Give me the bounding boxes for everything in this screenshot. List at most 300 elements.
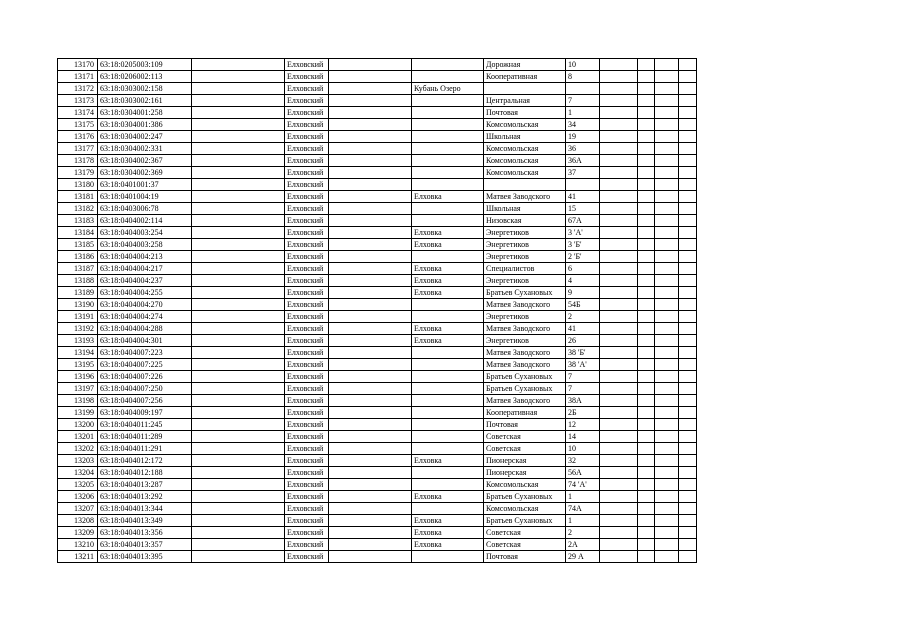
- settlement-cell: [412, 311, 484, 323]
- empty-cell: [192, 515, 285, 527]
- cadastral-number-cell: 63:18:0404002:114: [98, 215, 192, 227]
- street-cell: Кооперативная: [484, 407, 566, 419]
- district-cell: Елховский: [285, 371, 329, 383]
- street-cell: Комсомольская: [484, 143, 566, 155]
- street-cell: Братьев Сухановых: [484, 383, 566, 395]
- settlement-cell: Елховка: [412, 527, 484, 539]
- street-cell: Братьев Сухановых: [484, 515, 566, 527]
- empty-cell: [192, 311, 285, 323]
- empty-cell: [638, 131, 655, 143]
- house-number-cell: 9: [566, 287, 600, 299]
- empty-cell: [329, 335, 412, 347]
- empty-cell: [192, 59, 285, 71]
- empty-cell: [329, 467, 412, 479]
- empty-cell: [655, 467, 679, 479]
- street-cell: Дорожная: [484, 59, 566, 71]
- empty-cell: [655, 311, 679, 323]
- settlement-cell: Елховка: [412, 263, 484, 275]
- table-row: [58, 479, 697, 491]
- house-number-cell: 15: [566, 203, 600, 215]
- empty-cell: [600, 551, 638, 563]
- empty-cell: [638, 179, 655, 191]
- empty-cell: [600, 83, 638, 95]
- district-cell: Елховский: [285, 287, 329, 299]
- street-cell: Специалистов: [484, 263, 566, 275]
- settlement-cell: [412, 383, 484, 395]
- cadastral-number-cell: 63:18:0404004:301: [98, 335, 192, 347]
- empty-cell: [192, 95, 285, 107]
- data-table: [57, 58, 697, 563]
- table-row: [58, 359, 697, 371]
- empty-cell: [679, 119, 697, 131]
- empty-cell: [638, 239, 655, 251]
- district-cell: Елховский: [285, 539, 329, 551]
- cadastral-number-cell: 63:18:0303002:158: [98, 83, 192, 95]
- empty-cell: [600, 515, 638, 527]
- cadastral-number-cell: 63:18:0404003:254: [98, 227, 192, 239]
- empty-cell: [600, 203, 638, 215]
- empty-cell: [655, 359, 679, 371]
- district-cell: Елховский: [285, 515, 329, 527]
- empty-cell: [638, 551, 655, 563]
- district-cell: Елховский: [285, 551, 329, 563]
- street-cell: Матвея Заводского: [484, 395, 566, 407]
- empty-cell: [192, 455, 285, 467]
- settlement-cell: [412, 299, 484, 311]
- cadastral-number-cell: 63:18:0404004:237: [98, 275, 192, 287]
- empty-cell: [192, 539, 285, 551]
- empty-cell: [638, 251, 655, 263]
- street-cell: Энергетиков: [484, 251, 566, 263]
- table-row: [58, 239, 697, 251]
- table-row: [58, 455, 697, 467]
- empty-cell: [600, 527, 638, 539]
- district-cell: Елховский: [285, 467, 329, 479]
- house-number-cell: 1: [566, 491, 600, 503]
- row-number-cell: 13203: [58, 455, 98, 467]
- table-row: [58, 143, 697, 155]
- empty-cell: [655, 395, 679, 407]
- house-number-cell: 29 А: [566, 551, 600, 563]
- row-number-cell: 13186: [58, 251, 98, 263]
- table-row: [58, 323, 697, 335]
- empty-cell: [192, 323, 285, 335]
- empty-cell: [655, 455, 679, 467]
- empty-cell: [600, 107, 638, 119]
- cadastral-number-cell: 63:18:0304002:247: [98, 131, 192, 143]
- district-cell: Елховский: [285, 95, 329, 107]
- row-number-cell: 13187: [58, 263, 98, 275]
- empty-cell: [655, 179, 679, 191]
- district-cell: Елховский: [285, 347, 329, 359]
- district-cell: Елховский: [285, 59, 329, 71]
- empty-cell: [655, 407, 679, 419]
- empty-cell: [655, 227, 679, 239]
- cadastral-number-cell: 63:18:0404013:287: [98, 479, 192, 491]
- house-number-cell: 26: [566, 335, 600, 347]
- cadastral-number-cell: 63:18:0401001:37: [98, 179, 192, 191]
- district-cell: Елховский: [285, 191, 329, 203]
- empty-cell: [679, 299, 697, 311]
- table-row: [58, 107, 697, 119]
- row-number-cell: 13193: [58, 335, 98, 347]
- row-number-cell: 13199: [58, 407, 98, 419]
- cadastral-number-cell: 63:18:0404004:274: [98, 311, 192, 323]
- empty-cell: [192, 203, 285, 215]
- empty-cell: [329, 203, 412, 215]
- empty-cell: [638, 395, 655, 407]
- empty-cell: [600, 335, 638, 347]
- empty-cell: [638, 311, 655, 323]
- empty-cell: [600, 215, 638, 227]
- empty-cell: [638, 299, 655, 311]
- house-number-cell: 7: [566, 95, 600, 107]
- empty-cell: [600, 479, 638, 491]
- empty-cell: [679, 419, 697, 431]
- empty-cell: [329, 107, 412, 119]
- empty-cell: [600, 167, 638, 179]
- table-row: [58, 407, 697, 419]
- empty-cell: [600, 443, 638, 455]
- house-number-cell: 2А: [566, 539, 600, 551]
- cadastral-number-cell: 63:18:0404007:225: [98, 359, 192, 371]
- row-number-cell: 13207: [58, 503, 98, 515]
- empty-cell: [600, 287, 638, 299]
- empty-cell: [655, 503, 679, 515]
- cadastral-number-cell: 63:18:0404007:256: [98, 395, 192, 407]
- cadastral-number-cell: 63:18:0404007:226: [98, 371, 192, 383]
- table-row: [58, 263, 697, 275]
- street-cell: Комсомольская: [484, 167, 566, 179]
- empty-cell: [638, 359, 655, 371]
- empty-cell: [679, 503, 697, 515]
- cadastral-number-cell: 63:18:0206002:113: [98, 71, 192, 83]
- empty-cell: [679, 131, 697, 143]
- empty-cell: [600, 311, 638, 323]
- empty-cell: [679, 431, 697, 443]
- empty-cell: [192, 227, 285, 239]
- empty-cell: [329, 299, 412, 311]
- house-number-cell: 1: [566, 107, 600, 119]
- table-row: [58, 299, 697, 311]
- empty-cell: [679, 323, 697, 335]
- empty-cell: [600, 431, 638, 443]
- empty-cell: [329, 83, 412, 95]
- empty-cell: [329, 419, 412, 431]
- table-row: [58, 527, 697, 539]
- empty-cell: [192, 83, 285, 95]
- district-cell: Елховский: [285, 203, 329, 215]
- settlement-cell: [412, 251, 484, 263]
- house-number-cell: 6: [566, 263, 600, 275]
- house-number-cell: 2: [566, 527, 600, 539]
- cadastral-number-cell: 63:18:0404012:188: [98, 467, 192, 479]
- empty-cell: [329, 359, 412, 371]
- row-number-cell: 13171: [58, 71, 98, 83]
- empty-cell: [329, 551, 412, 563]
- empty-cell: [192, 383, 285, 395]
- row-number-cell: 13178: [58, 155, 98, 167]
- street-cell: [484, 179, 566, 191]
- cadastral-number-cell: 63:18:0404003:258: [98, 239, 192, 251]
- empty-cell: [600, 407, 638, 419]
- settlement-cell: [412, 71, 484, 83]
- empty-cell: [600, 239, 638, 251]
- cadastral-number-cell: 63:18:0404004:270: [98, 299, 192, 311]
- empty-cell: [600, 119, 638, 131]
- empty-cell: [192, 467, 285, 479]
- empty-cell: [329, 311, 412, 323]
- house-number-cell: 4: [566, 275, 600, 287]
- settlement-cell: [412, 371, 484, 383]
- house-number-cell: [566, 83, 600, 95]
- district-cell: Елховский: [285, 503, 329, 515]
- empty-cell: [638, 323, 655, 335]
- table-row: [58, 335, 697, 347]
- empty-cell: [638, 467, 655, 479]
- empty-cell: [679, 311, 697, 323]
- empty-cell: [638, 167, 655, 179]
- settlement-cell: [412, 419, 484, 431]
- row-number-cell: 13211: [58, 551, 98, 563]
- house-number-cell: 37: [566, 167, 600, 179]
- table-row: [58, 71, 697, 83]
- empty-cell: [638, 119, 655, 131]
- table-row: [58, 311, 697, 323]
- district-cell: Елховский: [285, 179, 329, 191]
- table-row: [58, 155, 697, 167]
- row-number-cell: 13190: [58, 299, 98, 311]
- empty-cell: [655, 383, 679, 395]
- empty-cell: [655, 167, 679, 179]
- empty-cell: [600, 359, 638, 371]
- district-cell: Елховский: [285, 251, 329, 263]
- row-number-cell: 13197: [58, 383, 98, 395]
- row-number-cell: 13192: [58, 323, 98, 335]
- district-cell: Елховский: [285, 431, 329, 443]
- house-number-cell: 54Б: [566, 299, 600, 311]
- empty-cell: [329, 407, 412, 419]
- settlement-cell: Елховка: [412, 239, 484, 251]
- cadastral-number-cell: 63:18:0404011:245: [98, 419, 192, 431]
- empty-cell: [600, 491, 638, 503]
- table-row: [58, 215, 697, 227]
- street-cell: Школьная: [484, 131, 566, 143]
- empty-cell: [679, 467, 697, 479]
- street-cell: Братьев Сухановых: [484, 287, 566, 299]
- row-number-cell: 13181: [58, 191, 98, 203]
- empty-cell: [192, 503, 285, 515]
- empty-cell: [655, 371, 679, 383]
- empty-cell: [329, 179, 412, 191]
- district-cell: Елховский: [285, 335, 329, 347]
- empty-cell: [638, 95, 655, 107]
- street-cell: Энергетиков: [484, 275, 566, 287]
- empty-cell: [638, 383, 655, 395]
- empty-cell: [679, 107, 697, 119]
- street-cell: [484, 83, 566, 95]
- empty-cell: [329, 215, 412, 227]
- district-cell: Елховский: [285, 71, 329, 83]
- empty-cell: [679, 287, 697, 299]
- empty-cell: [192, 143, 285, 155]
- empty-cell: [655, 479, 679, 491]
- empty-cell: [600, 95, 638, 107]
- empty-cell: [638, 59, 655, 71]
- empty-cell: [679, 59, 697, 71]
- table-row: [58, 383, 697, 395]
- empty-cell: [655, 71, 679, 83]
- cadastral-number-cell: 63:18:0404011:289: [98, 431, 192, 443]
- district-cell: Елховский: [285, 131, 329, 143]
- empty-cell: [638, 263, 655, 275]
- empty-cell: [679, 527, 697, 539]
- settlement-cell: [412, 119, 484, 131]
- empty-cell: [655, 347, 679, 359]
- cadastral-number-cell: 63:18:0404013:395: [98, 551, 192, 563]
- settlement-cell: [412, 59, 484, 71]
- empty-cell: [329, 167, 412, 179]
- house-number-cell: 36А: [566, 155, 600, 167]
- empty-cell: [655, 263, 679, 275]
- row-number-cell: 13188: [58, 275, 98, 287]
- settlement-cell: Елховка: [412, 287, 484, 299]
- settlement-cell: [412, 407, 484, 419]
- table-row: [58, 515, 697, 527]
- empty-cell: [638, 347, 655, 359]
- house-number-cell: 56А: [566, 467, 600, 479]
- cadastral-number-cell: 63:18:0304002:331: [98, 143, 192, 155]
- street-cell: Школьная: [484, 203, 566, 215]
- settlement-cell: Елховка: [412, 515, 484, 527]
- empty-cell: [329, 71, 412, 83]
- empty-cell: [192, 131, 285, 143]
- district-cell: Елховский: [285, 263, 329, 275]
- empty-cell: [329, 539, 412, 551]
- street-cell: Почтовая: [484, 107, 566, 119]
- empty-cell: [638, 227, 655, 239]
- district-cell: Елховский: [285, 143, 329, 155]
- settlement-cell: Елховка: [412, 323, 484, 335]
- district-cell: Елховский: [285, 527, 329, 539]
- cadastral-number-cell: 63:18:0404011:291: [98, 443, 192, 455]
- empty-cell: [638, 527, 655, 539]
- street-cell: Низовская: [484, 215, 566, 227]
- street-cell: Советская: [484, 527, 566, 539]
- empty-cell: [192, 395, 285, 407]
- empty-cell: [679, 515, 697, 527]
- cadastral-number-cell: 63:18:0404013:292: [98, 491, 192, 503]
- empty-cell: [329, 287, 412, 299]
- street-cell: Комсомольская: [484, 503, 566, 515]
- cadastral-number-cell: 63:18:0403006:78: [98, 203, 192, 215]
- empty-cell: [655, 239, 679, 251]
- empty-cell: [655, 431, 679, 443]
- empty-cell: [655, 83, 679, 95]
- settlement-cell: [412, 503, 484, 515]
- house-number-cell: 1: [566, 515, 600, 527]
- district-cell: Елховский: [285, 323, 329, 335]
- street-cell: Матвея Заводского: [484, 299, 566, 311]
- house-number-cell: 10: [566, 59, 600, 71]
- empty-cell: [600, 131, 638, 143]
- settlement-cell: [412, 347, 484, 359]
- district-cell: Елховский: [285, 275, 329, 287]
- empty-cell: [679, 95, 697, 107]
- empty-cell: [192, 107, 285, 119]
- house-number-cell: [566, 179, 600, 191]
- table-row: [58, 167, 697, 179]
- row-number-cell: 13210: [58, 539, 98, 551]
- settlement-cell: [412, 359, 484, 371]
- settlement-cell: [412, 395, 484, 407]
- table-row: [58, 287, 697, 299]
- empty-cell: [192, 359, 285, 371]
- house-number-cell: 38 'А': [566, 359, 600, 371]
- row-number-cell: 13200: [58, 419, 98, 431]
- table-row: [58, 347, 697, 359]
- empty-cell: [679, 191, 697, 203]
- settlement-cell: [412, 107, 484, 119]
- empty-cell: [192, 479, 285, 491]
- empty-cell: [638, 215, 655, 227]
- row-number-cell: 13172: [58, 83, 98, 95]
- street-cell: Советская: [484, 539, 566, 551]
- row-number-cell: 13205: [58, 479, 98, 491]
- empty-cell: [600, 227, 638, 239]
- settlement-cell: Елховка: [412, 227, 484, 239]
- empty-cell: [192, 119, 285, 131]
- cadastral-number-cell: 63:18:0304001:386: [98, 119, 192, 131]
- house-number-cell: 7: [566, 371, 600, 383]
- empty-cell: [679, 251, 697, 263]
- empty-cell: [655, 527, 679, 539]
- empty-cell: [638, 143, 655, 155]
- table-row: [58, 275, 697, 287]
- empty-cell: [638, 107, 655, 119]
- settlement-cell: [412, 155, 484, 167]
- empty-cell: [679, 539, 697, 551]
- house-number-cell: 10: [566, 443, 600, 455]
- empty-cell: [655, 191, 679, 203]
- settlement-cell: Елховка: [412, 191, 484, 203]
- empty-cell: [638, 491, 655, 503]
- cadastral-number-cell: 63:18:0404009:197: [98, 407, 192, 419]
- street-cell: Советская: [484, 443, 566, 455]
- empty-cell: [655, 275, 679, 287]
- street-cell: Комсомольская: [484, 155, 566, 167]
- district-cell: Елховский: [285, 491, 329, 503]
- empty-cell: [655, 491, 679, 503]
- house-number-cell: 38А: [566, 395, 600, 407]
- settlement-cell: [412, 131, 484, 143]
- house-number-cell: 38 'Б': [566, 347, 600, 359]
- cadastral-number-cell: 63:18:0404004:255: [98, 287, 192, 299]
- table-row: [58, 503, 697, 515]
- settlement-cell: [412, 167, 484, 179]
- empty-cell: [679, 263, 697, 275]
- cadastral-number-cell: 63:18:0303002:161: [98, 95, 192, 107]
- empty-cell: [192, 443, 285, 455]
- empty-cell: [655, 551, 679, 563]
- empty-cell: [655, 539, 679, 551]
- empty-cell: [655, 323, 679, 335]
- settlement-cell: [412, 203, 484, 215]
- empty-cell: [679, 203, 697, 215]
- table-row: [58, 539, 697, 551]
- district-cell: Елховский: [285, 455, 329, 467]
- empty-cell: [638, 503, 655, 515]
